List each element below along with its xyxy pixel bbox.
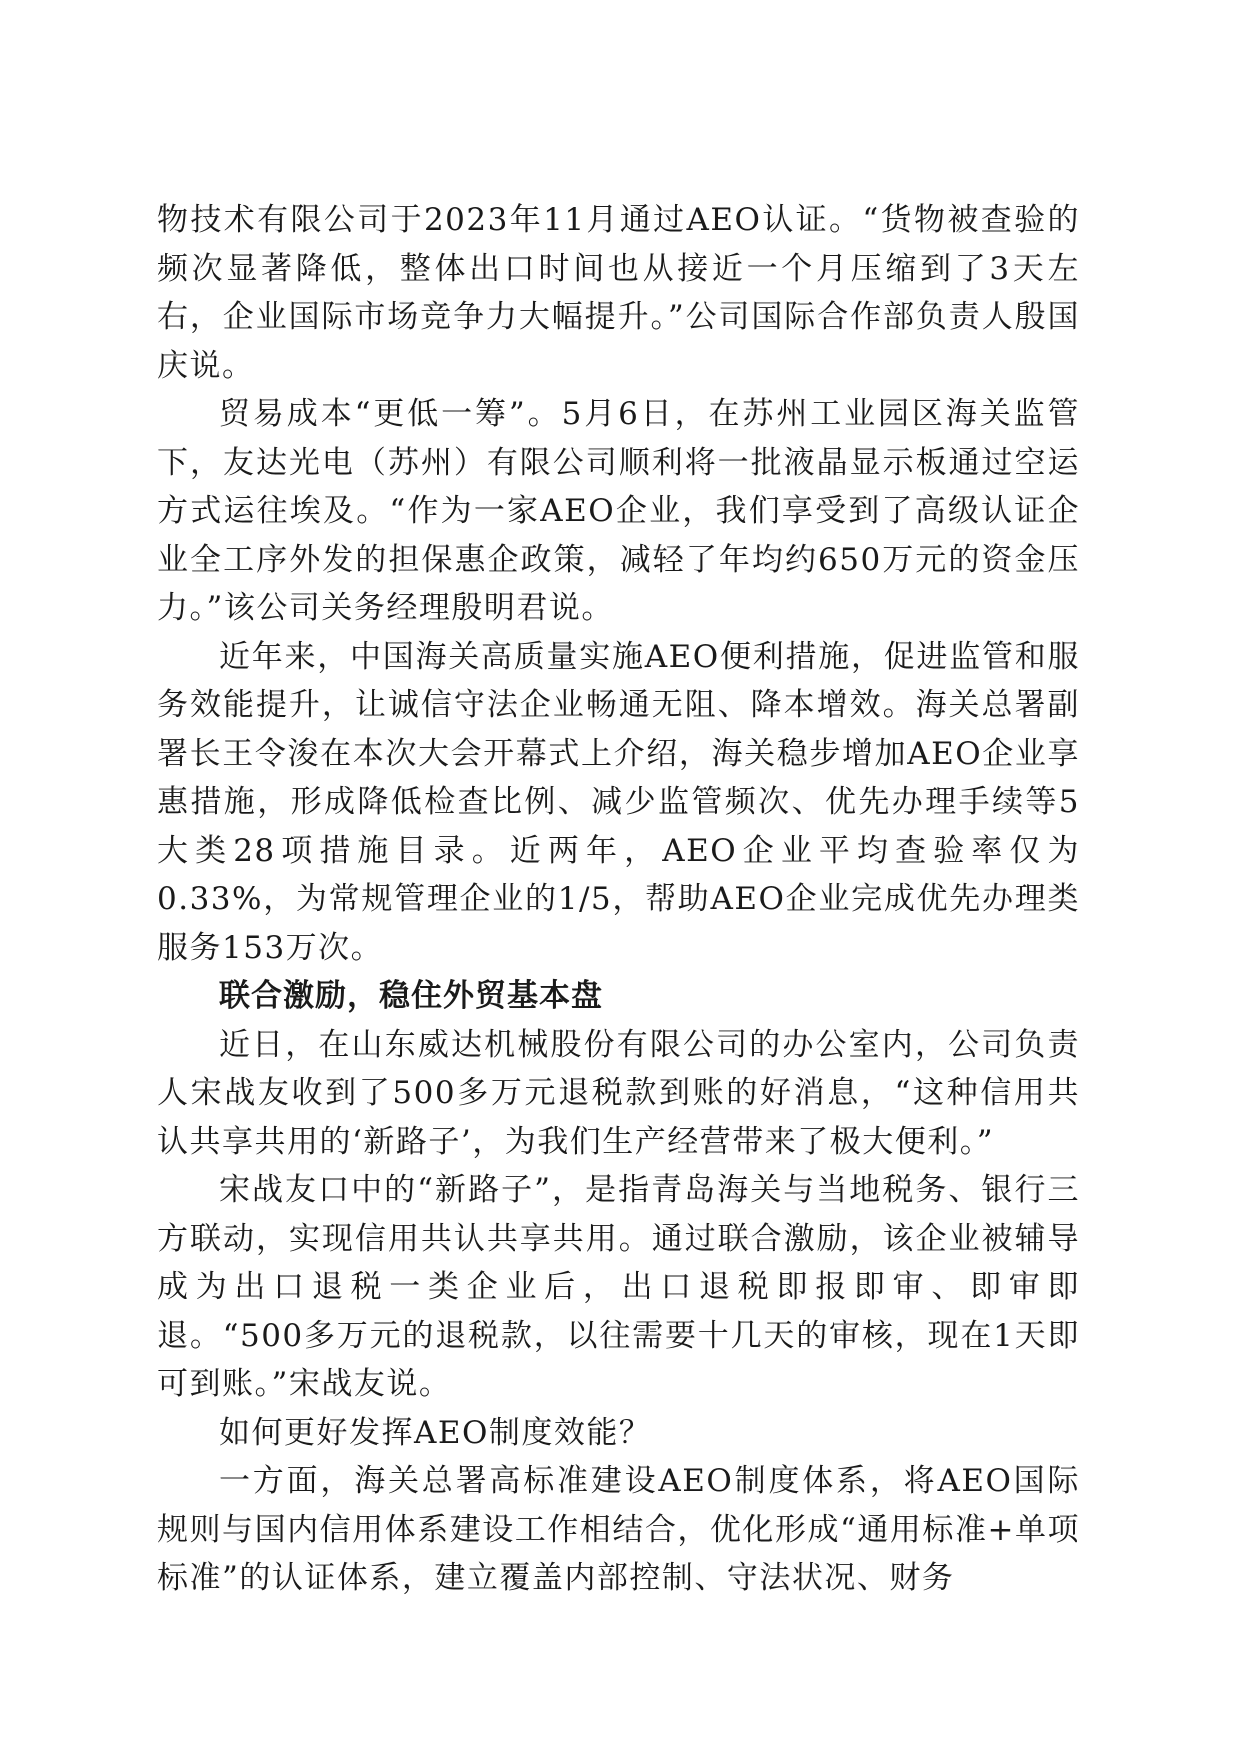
section-heading: 联合激励，稳住外贸基本盘 — [219, 978, 603, 1014]
paragraph-question: 如何更好发挥AEO制度效能？ — [219, 1414, 652, 1451]
paragraph-new-path: 宋战友口中的“新路子”，是指青岛海关与当地税务、银行三方联动，实现信用共认共享共用。通过联合激励，该企业被辅导成为出口退税一类企业后，出口退税即报即审、即审即退。“500多万元的退税款，以往需要十几天的审核，现在1天即可到账。”宋战友说。 — [157, 1172, 1080, 1402]
paragraph-tax-refund: 近日，在山东威达机械股份有限公司的办公室内，公司负责人宋战友收到了500多万元退税款到账的好消息，“这种信用共认共享共用的‘新路子’，为我们生产经营带来了极大便利。” — [157, 1026, 1080, 1160]
article-body — [157, 196, 1080, 1603]
paragraph-trade-cost: 贸易成本“更低一筹”。5月6日，在苏州工业园区海关监管下，友达光电（苏州）有限公司顺利将一批液晶显示板通过空运方式运往埃及。“作为一家AEO企业，我们享受到了高级认证企业全工序外发的担保惠企政策，减轻了年均约650万元的资金压力。”该公司关务经理殷明君说。 — [157, 396, 1080, 626]
paragraph-system-building: 一方面，海关总署高标准建设AEO制度体系，将AEO国际规则与国内信用体系建设工作相结合，优化形成“通用标准+单项标准”的认证体系，建立覆盖内部控制、守法状况、财务 — [157, 1463, 1080, 1596]
paragraph-aeo-measures: 近年来，中国海关高质量实施AEO便利措施，促进监管和服务效能提升，让诚信守法企业畅通无阻、降本增效。海关总署副署长王令浚在本次大会开幕式上介绍，海关稳步增加AEO企业享惠措施，形成降低检查比例、减少监管频次、优先办理手续等5大类28项措施目录。近两年，AEO企业平均查验率仅为0.33%，为常规管理企业的1/5，帮助AEO企业完成优先办理类服务153万次。 — [157, 638, 1080, 966]
paragraph-continuation: 物技术有限公司于2023年11月通过AEO认证。“货物被查验的频次显著降低，整体出口时间也从接近一个月压缩到了3天左右，企业国际市场竞争力大幅提升。”公司国际合作部负责人殷国庆说。 — [157, 202, 1080, 384]
